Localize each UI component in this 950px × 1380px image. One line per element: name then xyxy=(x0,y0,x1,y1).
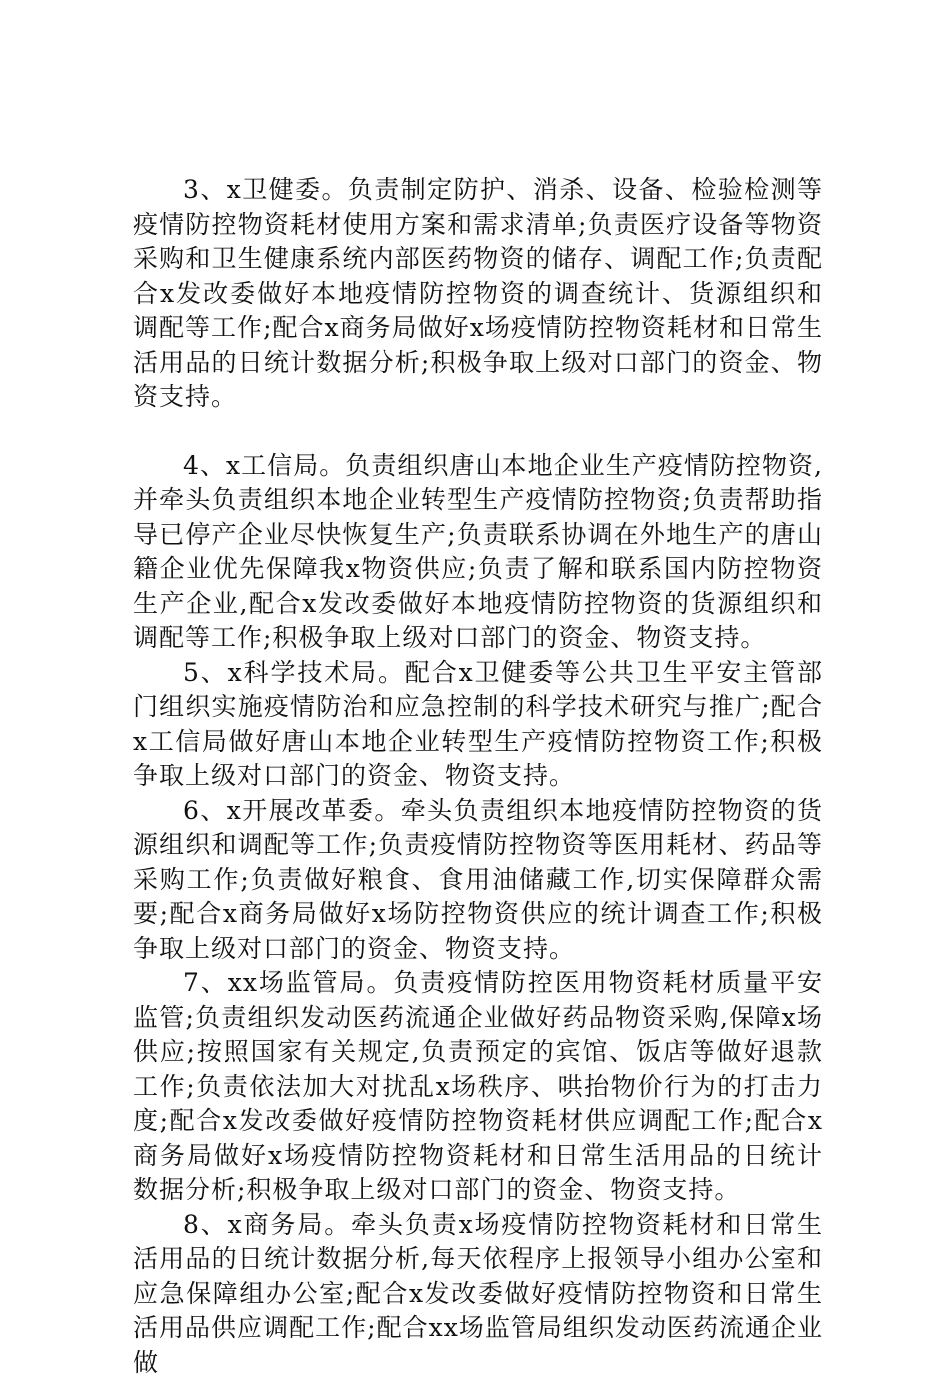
paragraph-health-commission: 3、x卫健委。负责制定防护、消杀、设备、检验检测等疫情防控物资耗材使用方案和需求清单;负责医疗设备等物资采购和卫生健康系统内部医药物资的储存、调配工作;负责配合x发改委做好本地疫情防控物资的调查统计、货源组织和调配等工作;配合x商务局做好x场疫情防控物资耗材和日常生活用品的日统计数据分析;积极争取上级对口部门的资金、物资支持。 xyxy=(133,173,823,415)
paragraph-industry-bureau: 4、x工信局。负责组织唐山本地企业生产疫情防控物资,并牵头负责组织本地企业转型生产疫情防控物资;负责帮助指导已停产企业尽快恢复生产;负责联系协调在外地生产的唐山籍企业优先保障我x物资供应;负责了解和联系国内防控物资生产企业,配合x发改委做好本地疫情防控物资的货源组织和调配等工作;积极争取上级对口部门的资金、物资支持。 xyxy=(133,449,823,656)
paragraph-market-supervision: 7、xx场监管局。负责疫情防控医用物资耗材质量平安监管;负责组织发动医药流通企业做好药品物资采购,保障x场供应;按照国家有关规定,负责预定的宾馆、饭店等做好退款工作;负责依法加大对扰乱x场秩序、哄抬物价行为的打击力度;配合x发改委做好疫情防控物资耗材供应调配工作;配合x商务局做好x场疫情防控物资耗材和日常生活用品的日统计数据分析;积极争取上级对口部门的资金、物资支持。 xyxy=(133,966,823,1208)
paragraph-science-bureau: 5、x科学技术局。配合x卫健委等公共卫生平安主管部门组织实施疫情防治和应急控制的科学技术研究与推广;配合x工信局做好唐山本地企业转型生产疫情防控物资工作;积极争取上级对口部门的资金、物资支持。 xyxy=(133,656,823,794)
document-body xyxy=(133,173,823,1380)
paragraph-reform-commission: 6、x开展改革委。牵头负责组织本地疫情防控物资的货源组织和调配等工作;负责疫情防控物资等医用耗材、药品等采购工作;负责做好粮食、食用油储藏工作,切实保障群众需要;配合x商务局做好x场防控物资供应的统计调查工作;积极争取上级对口部门的资金、物资支持。 xyxy=(133,794,823,967)
paragraph-commerce-bureau: 8、x商务局。牵头负责x场疫情防控物资耗材和日常生活用品的日统计数据分析,每天依程序上报领导小组办公室和应急保障组办公室;配合x发改委做好疫情防控物资和日常生活用品供应调配工作;配合xx场监管局组织发动医药流通企业做 xyxy=(133,1208,823,1380)
